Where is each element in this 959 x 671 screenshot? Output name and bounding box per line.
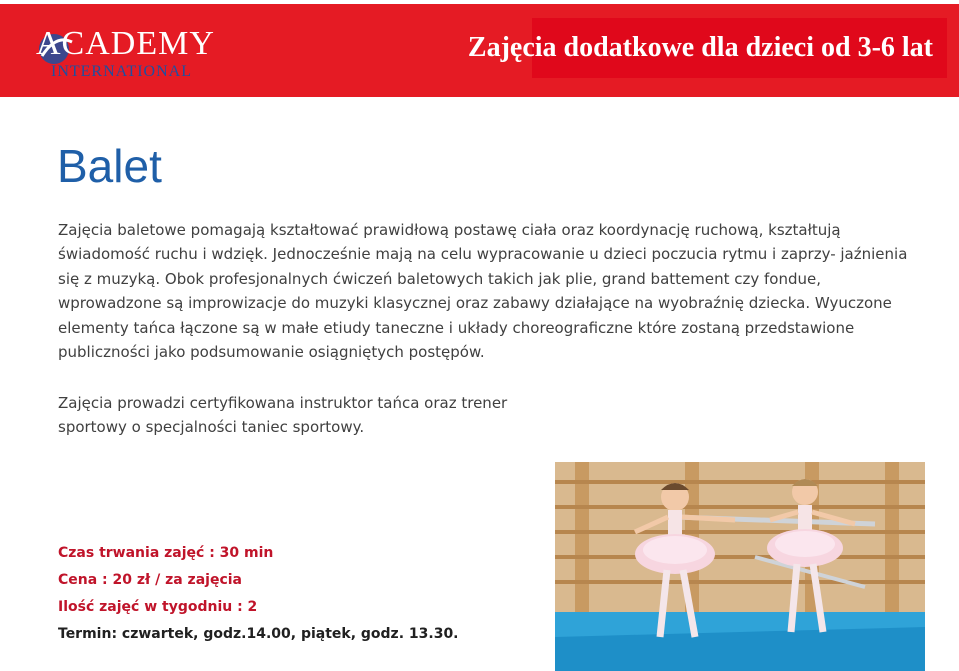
frequency-info: Ilość zajęć w tygodniu : 2 [58,599,258,615]
page-title: Zajęcia dodatkowe dla dzieci od 3-6 lat [467,32,933,63]
price-info: Cena : 20 zł / za zajęcia [58,572,242,588]
duration-info: Czas trwania zajęć : 30 min [58,545,274,561]
logo-subtitle: INTERNATIONAL [51,63,192,80]
title-box [467,18,947,78]
header-bar [0,0,959,97]
schedule-info: Termin: czwartek, godz.14.00, piątek, godz. 13.30. [58,626,459,642]
ballet-photo [555,462,925,671]
ballet-photo-illustration [555,462,925,671]
description-paragraph: Zajęcia baletowe pomagają kształtować prawidłową postawę ciała oraz koordynację ruchową, kształtują świadomość ruchu i wdzięk. Jednocześnie mają na celu wypracowanie u dzieci poczucia rytmu i zaprzy- jaźnienia się z muzyką. Obok profesjonalnych ćwiczeń baletowych takich jak plie, grand battement czy fondue, wprowadzone są improwizacje do muzyki klasycznej oraz zabawy działające na wyobraźnię dziecka. Wyuczone elementy tańca łączone są w małe etiudy taneczne i układy choreograficzne które zostaną przedstawione publiczności jako podsumowanie osiągniętych postępów. [58,221,908,362]
academy-logo[interactable] [36,26,226,86]
logo-wordmark: ACADEMY [36,25,215,62]
header-top-strip [0,0,959,4]
instructor-paragraph: Zajęcia prowadzi certyfikowana instruktor tańca oraz trener sportowy o specjalności taniec sportowy. [58,394,508,437]
section-heading: Balet [57,140,162,192]
